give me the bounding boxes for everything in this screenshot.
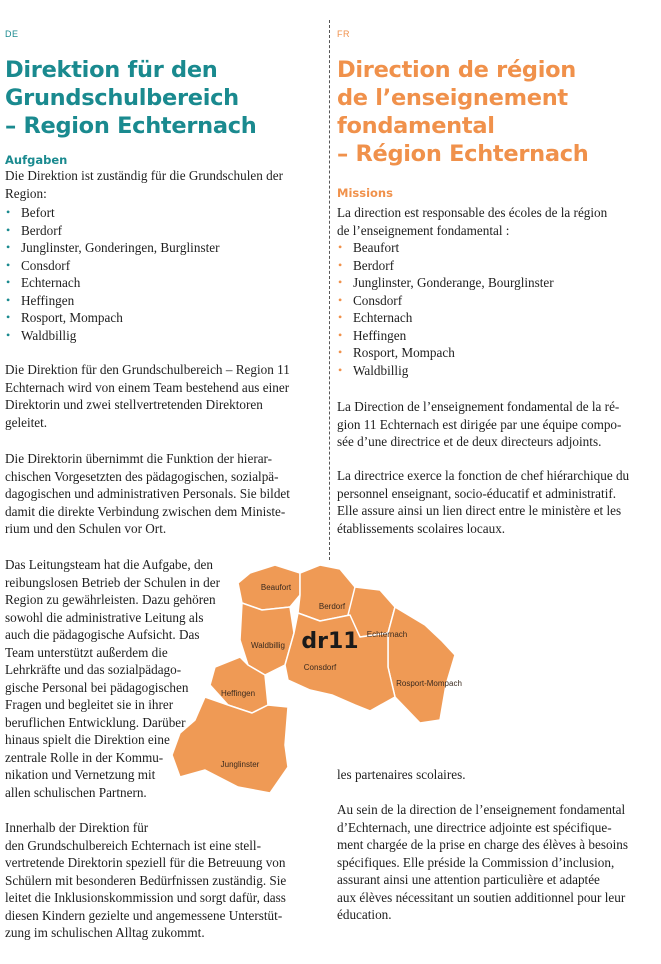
- text-line: Die Direktorin übernimmt die Funktion der hierar-: [5, 451, 273, 466]
- text-line: gion 11 Echternach est dirigée par une équipe compo-: [337, 416, 622, 432]
- text-line: beruflichen Entwicklung. Darüber: [5, 714, 186, 730]
- text-line: ment chargée de la prise en charge des élèves à besoins: [337, 837, 628, 852]
- list-item: • Beaufort: [337, 239, 554, 257]
- text-line: allen schulischen Partnern.: [5, 784, 147, 800]
- text-line: spécifiques. Elle préside la Commission d’inclusion,: [337, 854, 615, 870]
- de-intro: [5, 167, 283, 202]
- list-item: • Rosport, Mompach: [337, 344, 554, 362]
- text-line: geleitet.: [5, 414, 48, 430]
- text-line: établissements scolaires locaux.: [337, 520, 506, 536]
- list-item: • Echternach: [5, 274, 219, 292]
- fr-language-tag: FR: [337, 29, 350, 39]
- list-item: • Berdorf: [5, 222, 219, 240]
- de-title-line: Direktion für den: [5, 57, 218, 83]
- de-school-list: [5, 204, 219, 344]
- text-line: sowohl die administrative Leitung als: [5, 609, 204, 625]
- list-item: • Berdorf: [337, 257, 554, 275]
- list-item: • Junglinster, Gonderange, Bourglinster: [337, 274, 554, 292]
- text-line: hinaus spielt die Direktion eine: [5, 732, 170, 747]
- text-line: les partenaires scolaires.: [337, 767, 466, 782]
- map-label: Heffingen: [220, 689, 256, 698]
- map-label: Beaufort: [260, 583, 292, 592]
- list-item: • Heffingen: [337, 327, 554, 345]
- map-label: Echternach: [366, 630, 408, 639]
- text-line: rium und den Schulen vor Ort.: [5, 521, 167, 536]
- map-region-berdorf: [298, 565, 355, 621]
- map-label: Waldbillig: [251, 641, 285, 650]
- text-line: zung im schulischen Alltag zukommt.: [5, 925, 205, 940]
- text-line: La Direction de l’enseignement fondamental de la ré-: [337, 399, 620, 414]
- map-code: dr11: [301, 629, 359, 654]
- text-line: éducation.: [337, 907, 392, 922]
- map-region-rosport-mompach: [388, 607, 455, 723]
- text-line: Schülern mit besonderen Bedürfnissen zuständig. Sie: [5, 872, 287, 888]
- text-line: Die Direktion ist zuständig für die Grundschulen der: [5, 168, 283, 183]
- list-item: • Echternach: [337, 309, 554, 327]
- list-item: • Waldbillig: [5, 327, 219, 345]
- text-line: Direktorin und zwei stellvertretenden Direktoren: [5, 397, 263, 412]
- fr-paragraph-inclusion: [337, 801, 628, 924]
- text-line: gische Personal bei pädagogischen: [5, 679, 189, 695]
- map-label: Berdorf: [318, 602, 346, 611]
- fr-title-line: – Région Echternach: [337, 141, 589, 167]
- de-paragraph-inclusion: [5, 819, 286, 942]
- de-subtitle: Aufgaben: [5, 153, 68, 167]
- text-line: diesen Kindern gezielte und angemessene Unterstüt-: [5, 907, 283, 923]
- de-title: [5, 56, 257, 140]
- text-line: Die Direktion für den Grundschulbereich – Region 11: [5, 362, 290, 377]
- map-label: Consdorf: [303, 663, 337, 672]
- text-line: d’Echternach, une directrice adjointe est spécifique-: [337, 819, 612, 835]
- fr-title-line: Direction de région: [337, 57, 577, 83]
- text-line: Region:: [5, 185, 47, 201]
- fr-title-line: fondamental: [337, 113, 495, 139]
- map-region-junglinster: [172, 697, 288, 793]
- text-line: Region zu gewährleisten. Dazu gehören: [5, 592, 216, 607]
- text-line: damit die direkte Verbindung zwischen dem Ministe-: [5, 503, 286, 519]
- text-line: La directrice exerce la fonction de chef hiérarchique du: [337, 468, 630, 483]
- list-item: • Befort: [5, 204, 219, 222]
- fr-school-list: [337, 239, 554, 379]
- list-item: • Consdorf: [337, 292, 554, 310]
- text-line: Elle assure ainsi un lien direct entre le ministère et les: [337, 503, 622, 518]
- list-item: • Consdorf: [5, 257, 219, 275]
- text-line: Team unterstützt außerdem die: [5, 644, 168, 660]
- text-line: Echternach wird von einem Team bestehend aus einer: [5, 379, 290, 395]
- fr-paragraph-team: [337, 398, 621, 451]
- text-line: auch die pädagogische Aufsicht. Das: [5, 627, 200, 642]
- list-item: • Heffingen: [5, 292, 219, 310]
- text-line: reibungslosen Betrieb der Schulen in der: [5, 574, 220, 590]
- column-divider: [329, 20, 330, 560]
- de-paragraph-director: [5, 450, 290, 538]
- text-line: zentrale Rolle in der Kommu-: [5, 749, 164, 765]
- text-line: Innerhalb der Direktion für: [5, 820, 149, 835]
- de-language-tag: DE: [5, 29, 19, 39]
- text-line: Lehrkräfte und das sozialpädago-: [5, 662, 182, 677]
- region-map: [150, 555, 480, 800]
- text-line: chischen Vorgesetzten des pädagogischen, sozialpä-: [5, 468, 279, 484]
- text-line: La direction est responsable des écoles de la région: [337, 205, 608, 220]
- text-line: nikation und Vernetzung mit: [5, 767, 156, 782]
- text-line: personnel enseignant, socio-éducatif et administratif.: [337, 485, 617, 501]
- text-line: sée d’une directrice et de deux directeurs adjoints.: [337, 434, 602, 449]
- fr-intro: [337, 204, 607, 239]
- fr-title: [337, 56, 589, 168]
- text-line: leitet die Inklusionskommission und sorgt dafür, dass: [5, 890, 286, 905]
- list-item: • Rosport, Mompach: [5, 309, 219, 327]
- text-line: de l’enseignement fondamental :: [337, 222, 510, 238]
- de-title-line: Grundschulbereich: [5, 85, 239, 111]
- text-line: vertretende Direktorin speziell für die Betreuung von: [5, 855, 286, 870]
- text-line: den Grundschulbereich Echternach ist eine stell-: [5, 837, 261, 853]
- text-line: Das Leitungsteam hat die Aufgabe, den: [5, 557, 214, 572]
- list-item: • Junglinster, Gonderingen, Burglinster: [5, 239, 219, 257]
- text-line: Fragen und begleitet sie in ihrer: [5, 697, 174, 712]
- text-line: aux élèves nécessitant un soutien additionnel pour leur: [337, 889, 626, 905]
- text-line: Au sein de la direction de l’enseignement fondamental: [337, 802, 626, 817]
- list-item: • Waldbillig: [337, 362, 554, 380]
- de-title-line: – Region Echternach: [5, 113, 257, 139]
- de-paragraph-team: [5, 361, 290, 431]
- fr-paragraph-director: [337, 467, 629, 537]
- map-label: Junglinster: [220, 760, 260, 769]
- text-line: dagogischen und administrativen Personals. Sie bildet: [5, 486, 290, 501]
- map-label: Rosport-Mompach: [396, 679, 462, 688]
- fr-title-line: de l’enseignement: [337, 85, 568, 111]
- text-line: assurant ainsi une attention particulière et adaptée: [337, 872, 600, 887]
- fr-subtitle: Missions: [337, 186, 393, 200]
